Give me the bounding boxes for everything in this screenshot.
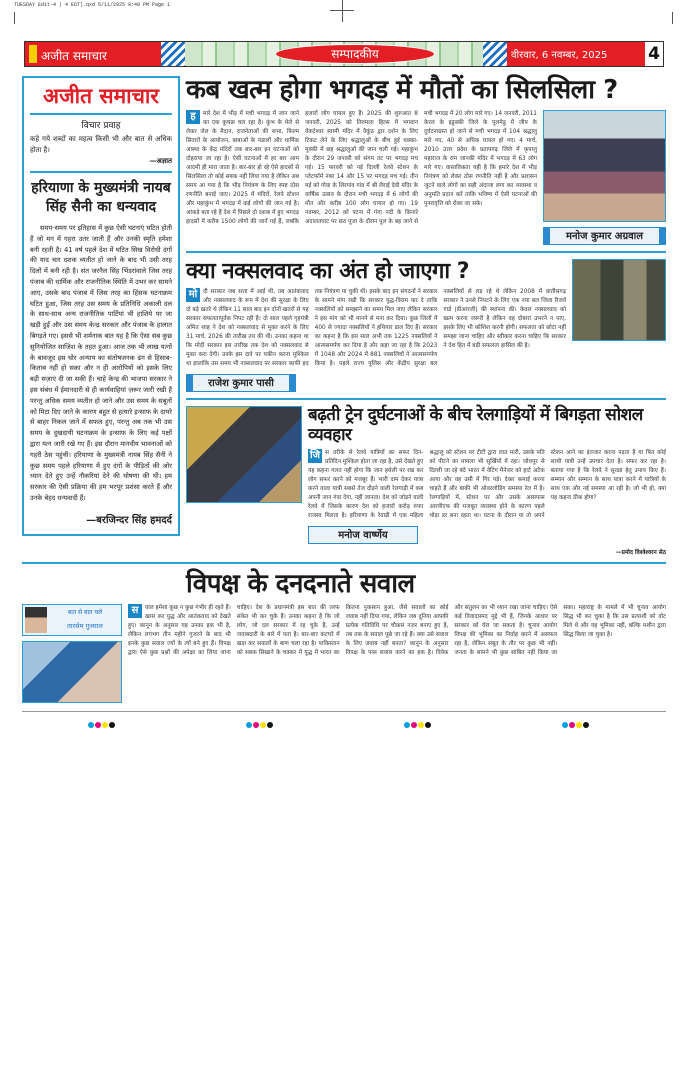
column-box [22, 604, 122, 636]
quote-text: कहे गये शब्दों का महत्व किसी भी और बात से अधिक होता है। [30, 135, 172, 154]
author-byline: मनोज कुमार अग्रवाल [543, 227, 666, 245]
article-main [186, 259, 566, 392]
cmyk-marks [88, 713, 116, 732]
divider [22, 562, 666, 564]
headline: विपक्ष के दनदनाते सवाल [186, 569, 415, 600]
evm-photo [22, 641, 122, 703]
crop-mark [330, 10, 354, 11]
article-aside [22, 604, 122, 703]
author-photo [25, 607, 47, 633]
drop-cap: स [128, 604, 142, 618]
article-aside [543, 110, 666, 245]
print-slug: TUESDAY Edit-4 ( 4 EDT).qxd 5/11/2025 9:49 PM Page 1 [14, 2, 171, 8]
main-articles [186, 76, 666, 556]
header-brand: अजीत समाचार [41, 49, 107, 63]
column-title: बात से बात चले [67, 609, 103, 617]
header-date: वीरवार, 6 नवम्बर, 2025 [511, 50, 608, 61]
train-crowd-photo [186, 406, 302, 503]
cmyk-marks [246, 713, 274, 732]
author-byline: राजेश कुमार पासी [186, 374, 296, 392]
crop-mark [14, 12, 15, 24]
page-content [22, 76, 666, 719]
decor-stripes [483, 42, 507, 66]
drop-cap: जि [310, 450, 321, 462]
logo-icon [29, 45, 37, 63]
article-text: स तरीके से रेलवे यात्रियों का सफर दिन-प्रतिदिन मुश्किल होता जा रहा है, उसे देखते हुए यह कहना गलत नहीं होगा कि जान हथेली पर रख कर लोग सफर करने को मजबूर हैं। भारी दाम देकर यात्रा करने वाला यात्री सबसे तेज दौड़ने वाली रेलगाड़ी में कब अपनी जान गंवा देगा, नहीं जानता। देश को जोड़ने वाली रेलवे में जिसके कारण देश को हजारों करोड़ रुपए राजस्व मिलता है। हरियाणा के रेवाड़ी में एक महिला श्रद्धालु को स्टेशन पर टीटी द्वारा लात मारी, उसके पति को पीटने का मामला भी सुर्खियों में रहा। जोधपुर से दिल्ली जा रहे बंदे भारत में वेटिंग मैनेजर को हार्ट अटैक आया और वह उसी में गिर पड़े। देकर कमाई करना चाहते हैं और बाकी भी ओवरलोडिंग समस्या रेल में है। रेलगाड़ियों में, स्टेशन पर और उसके आसपास आरपीएफ की मजबूत व्यवस्था होने के कारण पहले थोड़ा डर बना रहता था। घटना के दौरान या तो अपने स्टेशन आने का इंतजार करना पड़ता है या फिर कोई साथी यात्री उन्हें उपचार देता है। सफर कर रहा है। बताया गया है कि रेलवे ने सुरक्षा हेतु उपाय किए हैं। सम्मान और सम्मान के साथ यात्रा करने में यात्रियों के साथ एक और नई समस्या आ रही है। जो भी हो, क्या यह कहना ठीक होगा? [308, 450, 666, 520]
article-body [186, 288, 566, 369]
column-subtitle: विचार प्रवाह [81, 121, 121, 131]
divider [186, 251, 666, 253]
page-header [24, 41, 664, 67]
quote-author: —अज्ञात [149, 157, 172, 165]
crop-mark [342, 0, 343, 22]
article-text: मारे देश में भीड़ में मची भगदड़ में जान जाने का एक कुचक्र चल रहा है। कुंभ के मेले से लेकर जेल के मैदान, राजनेताओं की सभा, फिल्म सितारों के आयोजन, बाबाओं के पंडालों और धार्मिक आस्था के केंद्र मंदिरों तक बार-बार इन घटनाओं को दोहराया जा रहा है। ऐसी घटनाओं में हर बार आम आदमी ही मारा जाता है। बार-बार हो रहे ऐसे हादसों से सिलसिला तो कोई सबक नहीं लिया गया है लेकिन अब समय आ गया है कि भीड़ नियंत्रण के लिए स्पष्ट ठोस रणनीति बनाई जाए। 2025 में मंदिरों, रेलवे स्टेशन और महाकुंभ में भगदड़ में कई लोगों की जान गई है। आंकड़े बता रहे हैं देश में पिछले दो दशक में हुए भगदड़ हादसों में करीब 1500 लोगों की जानें गई हैं, जबकि हजारों लोग घायल हुए हैं। 2025 की शुरुआत 8 जनवरी, 2025 को तिरुमला हिल्स में भगवान वेंकटेश्वर स्वामी मंदिर में वैकुंठ द्वार दर्शन के लिए टिकट लेने के लिए श्रद्धालुओं के बीच हुई धक्का-मुक्की में छह श्रद्धालुओं की जान चली गई। महाकुंभ के दौरान 29 जनवरी को संगम तट पर भगदड़ मच गई। 15 फरवरी को नई दिल्ली रेलवे स्टेशन के प्लेटफॉर्म नंबर 14 और 15 पर भगदड़ मच गई। तीन मई को गोवा के शिरगांव गांव में श्री लैराई देवी मंदिर के वार्षिक उत्सव के दौरान मची भगदड़ में 6 लोगों की मौत और करीब 100 लोग घायल हो गए। 19 नवम्बर, 2012 को पटना में गंगा नदी के किनारे अदालतघाट पर छठ पूजा के दौरान पुल के बह जाने से मची भगदड़ में 20 लोग मारे गए। 14 जनवरी, 2011 केरल के इडुक्की जिले के पुलमेडु में जीप के दुर्घटनाग्रस्त हो जाने से मची भगदड़ में 104 श्रद्धालु मारे गए, 40 से अधिक घायल हो गए। 4 मार्च, 2010 उत्तर प्रदेश के प्रतापगढ़ जिले में कृपालु महाराज के राम जानकी मंदिर में भगदड़ में 63 लोग मारे गए। वास्तविकता यही है कि हमारे देश में भीड़ नियंत्रण को लेकर ठोस रणनीति नहीं है और प्रशासन जुटने वाले लोगों का सही अंदाजा लगा कर व्यवस्था व अनुमति प्रदान करें ताकि भविष्य में ऐसी घटनाओं की पुनरावृत्ति को रोका जा सके। [186, 110, 537, 225]
security-forces-photo [572, 259, 666, 341]
crop-mark [672, 12, 673, 24]
page-number: 4 [645, 42, 663, 66]
headline: कब खत्म होगा भगदड़ में मौतों का सिलसिला ? [186, 75, 618, 105]
article-text: दी सरकार जब सत्ता में आई थी, तब आतंकवाद और नक्सलवाद के रूप में देश की सुरक्षा के लिए दो बड़े खतरे थे लेकिन 11 साल बाद इन दोनों खतरों से यह सरकार सफलतापूर्वक निपट रही है। दो साल पहले गृहमंत्री अमित शाह ने देश को नक्सलवाद से मुक्त करने के लिए 31 मार्च, 2026 की तारीख तय की थी। उनका कहना था कि मोदी सरकार इस तारीख तक देश को नक्सलवाद से मुक्त करा देगी। उनके इस दावे पर यकीन करना मुश्किल था हालांकि उस समय भी नक्सलवाद पर सरकार काफी हद तक नियंत्रण पा चुकी थी। इसके बाद इन संगठनों ने सरकार के सामने मांग रखी कि सरकार युद्ध-विराम कर दे ताकि नक्सलियों को समझाने का समय मिल जाए लेकिन सरकार ने इस मांग को भी मानने से मना कर दिया। कुछ जिलों में 400 से ज्यादा नक्सलियों ने हथियार डाल दिए हैं। सरकार का कहना है कि इस साल अभी तक 1225 नक्सलियों ने आत्मसमर्पण कर दिया है और कहा जा रहा है कि 2023 में 1048 और 2024 में 881 नक्सलियों ने आत्मसमर्पण किया है। पहले राज्य पुलिस और केंद्रीय सुरक्षा बल नक्सलियों से लड़ रहे थे लेकिन 2008 में छत्तीसगढ़ सरकार ने उनसे निपटने के लिए एक नया बल जिला रिजर्व गार्ड (डीआरजी) की स्थापना की। केवल नक्सलवाद को खत्म करना जरूरी है लेकिन वह दोबारा उभरने न पाए, इसके लिए भी कोशिश करनी होगी। सफलता को छोटा नहीं समझा जाना चाहिए और स्वीकार करना चाहिए कि सरकार ने देश हित में बड़ी सफलता हासिल की है। [186, 289, 566, 368]
masthead: अजीत समाचार [30, 82, 172, 115]
article-body [128, 604, 666, 658]
cmyk-marks [562, 713, 590, 732]
section-title: सम्पादकीय [275, 44, 435, 64]
article-signature: —प्रमोद विश्वेश्वरन सेठ [615, 550, 666, 557]
decor-stripes [161, 42, 185, 66]
editorial-title: हरियाणा के मुख्यमंत्री नायब सिंह सैनी का धन्यवाद [30, 171, 172, 217]
drop-cap: मो [186, 288, 200, 302]
cmyk-marks [404, 713, 432, 732]
editorial-column [22, 76, 180, 536]
article-body [186, 110, 537, 227]
article-text: वाल हमेशा कुछ न कुछ गंभीर ही रहते हैं। खास कर युद्ध और आतंकवाद को देखते हुए। कानून के अनुसार यह उनका हक भी है, लेकिन लगभग तीन महीने गुजरने के बाद भी इनके कुछ सवाल ज्यों के त्यों बने हुए हैं। विपक्ष द्वारा ऐसे कुछ प्रश्नों की अपेक्षा का लिया जाना चाहिए। देश के प्रधानमंत्री इस बात की तरफ संकेत भी कर चुके हैं। उनका कहना है कि जो लोग, जो दल सरकार में रह चुके हैं, उन्हें जवाबदारी के बारे में पता है। बार-बार कटघरे में खड़ा कर सवालों के बाण चला रहा है। पाकिस्तान को सबक सिखाने के चक्कर में युद्ध में भारत का कितना नुकसान हुआ, जैसे सवालों का कोई जवाब नहीं दिया गया, लेकिन जब दुनिया आपकी प्रत्येक गतिविधि पर चौकस नज़र बनाए हुए है, तब तक के सवाल पूछे जा रहे हैं। क्या उसे सवाल के लिए जवाब नहीं बनता? कानून के अनुसार विपक्ष के पास सवाल करने का हक है। विवेक और संतुलन का भी ध्यान रखा जाना चाहिए। ऐसे कई विवादास्पद मुद्दे भी हैं, जिनके आधार पर सरकार को घेरा जा सकता है। चुनाव आयोग विपक्ष की भूमिका का निर्वाह करने में असफल रहा है, लेकिन सबूत के तौर पर कुछ भी नहीं। जनता के सामने भी कुछ साबित नहीं किया जा सका। महाराष्ट्र के मामले में भी चुनाव आयोग सिद्ध भी कर चुका है कि उस प्रत्याशी को वोट मिले थे और यह भूमिका नहीं, बल्कि मशीन द्वारा सिद्ध किया जा चुका है। [128, 605, 666, 657]
author-byline: मनोज वार्ष्णेय [308, 526, 418, 544]
author-name: तारसेम गुजराल [67, 622, 103, 631]
registration-bar [22, 711, 666, 719]
article-main [308, 406, 666, 556]
divider [186, 398, 666, 400]
headline: क्या नक्सलवाद का अंत हो जाएगा ? [186, 258, 470, 284]
headline: बढ़ती ट्रेन दुर्घटनाओं के बीच रेलगाड़ियों में बिगड़ता सोशल व्यवहार [308, 405, 643, 445]
drop-cap: ह [186, 110, 200, 124]
article-body [308, 449, 666, 521]
editorial-body: समय-समय पर इतिहास में कुछ ऐसी घटनाएं घटित होती हैं जो मन में गहरा उतर जाती हैं और उनकी स्मृति हमेशा बनी रहती है। 41 वर्ष पहले देश में घटित सिख विरोधी दंगों की याद चार दशक व्यतीत हो जाने के बाद भी उसी तरह दिलों में बनी रही है। संत जरनैल सिंह भिंडरांवाले जिस तरह पंजाब की धार्मिक और राजनीतिक स्थिति में उभर कर सामने आए, उसके बाद पंजाब में जिस तरह का हिंसक घटनाक्रम घटित हुआ, जिस तरह उस समय के प्रतिनिधि अकाली दल के साथ-साथ अन्य राजनीतिक पार्टियां भी हाशिये पर जा खड़ी हुईं और उस समय केन्द्र सरकार और पंजाब के हालात बिगड़ते गए। इससे भी शर्मनाक बात यह है कि ऐसा सब कुछ सुनियोजित साजिश के तहत हुआ। आज तक भी लाख यत्नों के बावजूद इस घोर अन्याय का संतोषजनक ढंग से हिसाब-किताब नहीं हो सका और न ही आरोपियों को इसके लिए बड़ी सज़ाएं दी जा सकी हैं। चाहे केन्द्र की भाजपा सरकार ने इस संबंध में ईमानदारी से ही कार्यवाहियां ज़रूर जारी रखी हैं परन्तु अधिक समय व्यतीत हो जाने और उस समय के सबूतों को मिटा दिए जाने के कारण बहुत से हत्यारे इन्साफ के दायरे से बाहर निकल जाने में सफल हुए, परन्तु अब तक भी उस समय के दुखदायी घटनाक्रम के इन्साफ के लिए कई पक्षों द्वारा यत्न जारी रखे गए हैं। इस दौरान मानवीय भावनाओं को गहरी ठेस पहुंची। हरियाणा के मुख्यमंत्री नायब सिंह सैनी ने कुछ समय पहले हरियाणा में हुए दंगों के पीड़ितों की ओर ध्यान देते हुए उन्हें नौकरियां देने की घोषणा की थी। हम सरकार की ऐसी प्रक्रिया की हम भरपूर प्रशंसा करते हैं और उनके बेहद धन्यवादी हैं। [30, 224, 172, 502]
stampede-photo [543, 110, 666, 222]
editorial-signature: —बरजिन्दर सिंह हमदर्द [86, 514, 172, 526]
quote [30, 134, 172, 167]
